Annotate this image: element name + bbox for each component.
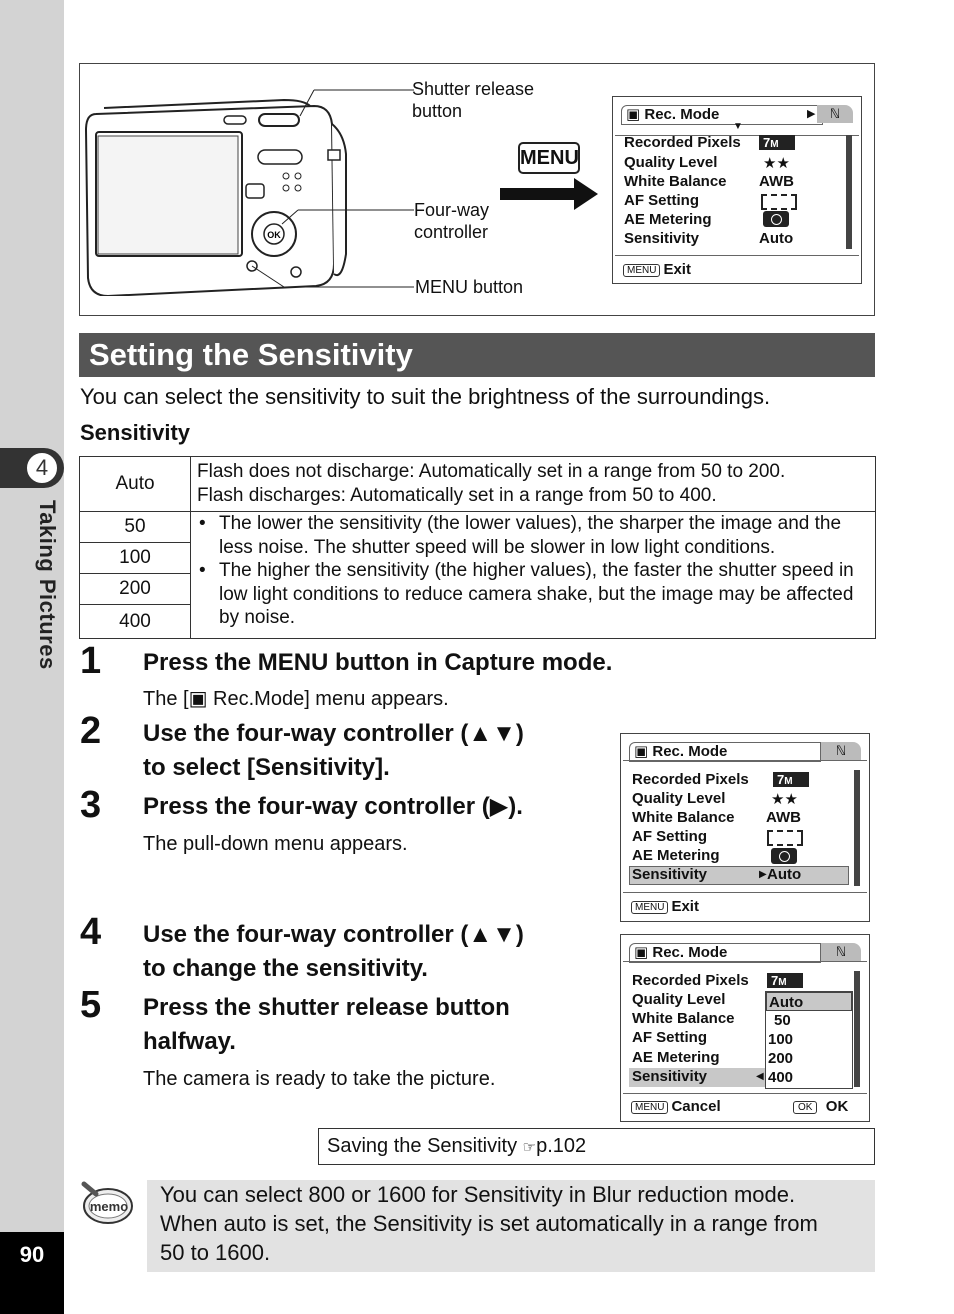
table-cell [80,543,191,574]
metering-icon [771,848,797,864]
camera-illustration [84,84,414,296]
menu-row-ae-metering[interactable] [624,211,712,228]
camera-icon: ▣ [634,743,649,760]
menu-screen-2 [620,733,870,922]
settings-tab-icon: ℕ [821,742,861,760]
step-number: 4 [80,911,102,953]
step-number: 2 [80,710,102,752]
table-cell [80,512,191,543]
step-number: 3 [80,784,102,826]
camera-icon: ▣ [626,106,641,123]
af-frame-icon [767,830,803,846]
menu-row-af-setting[interactable] [632,1029,707,1046]
step-text: Press the four-way controller (▶). [143,793,523,820]
settings-tab-icon: ℕ [817,105,853,123]
menu-row-quality-level[interactable] [632,790,725,807]
row-label: White Balance [632,1010,735,1027]
menu-row-white-balance[interactable] [624,173,727,190]
row-label: Recorded Pixels [624,134,741,151]
menu-screen-1 [612,96,862,284]
sensitivity-value: Auto [759,230,794,247]
option-label: Auto [769,994,804,1011]
step-line: Press the shutter release button [143,994,510,1021]
settings-tab-icon: ℕ [821,943,861,961]
memo-line: When auto is set, the Sensitivity is set automatically in a range from [160,1211,818,1236]
row-label: Recorded Pixels [632,771,749,788]
table-row [80,457,876,512]
callout-line: Four-way [414,200,490,220]
tab-down-arrow-icon: ▼ [733,121,743,132]
step-line: Use the four-way controller (▲▼) [143,720,524,747]
pulldown-option[interactable] [766,1068,852,1087]
menu-button-callout: MENU button [415,277,524,297]
menu-row-af-setting[interactable] [632,828,707,845]
step-line: to change the sensitivity. [143,955,428,982]
screen-frame [623,760,867,761]
badge-letter: M [784,776,793,787]
ok-label: OK [825,1098,849,1115]
pointing-hand-icon: ☞ [522,1139,537,1156]
iso-value: 400 [119,610,151,632]
option-label: 200 [768,1050,794,1067]
cancel-label: Cancel [671,1098,721,1115]
row-label: AE Metering [632,1049,720,1066]
menu-key-icon: MENU [631,1101,668,1114]
menu-row-af-setting[interactable] [624,192,699,209]
row-label: AE Metering [632,847,720,864]
scrollbar[interactable] [854,770,860,886]
quality-value: ★★ [763,155,790,172]
pulldown-option-selected[interactable] [766,992,852,1011]
ok-hint[interactable] [793,1098,848,1115]
screen-divider [615,255,859,256]
table-cell [80,574,191,605]
table-cell [80,605,191,639]
badge-letter: M [778,977,787,988]
step-text [143,918,524,986]
step-line: Use the four-way controller (▲▼) [143,921,524,948]
step-subtext: The pull-down menu appears. [143,833,408,855]
option-label: 50 [774,1012,791,1029]
table-cell [191,457,876,512]
sensitivity-table [79,456,876,639]
row-label: AF Setting [632,828,707,845]
bullet-text: The higher the sensitivity (the higher values), the faster the shutter speed in low light conditions to reduce camera shake, but the image may be affected by noise. [219,560,854,629]
menu-key-icon: MENU [518,142,580,174]
step-subtext-part: Rec.Mode] menu appears. [207,688,449,710]
row-label: AE Metering [624,211,712,228]
tab-label: Rec. Mode [652,743,728,760]
callout-line: controller [414,222,489,242]
pulldown-option[interactable] [766,1011,852,1030]
row-label: Quality Level [632,790,726,807]
step-text [143,717,524,785]
tab-label: Rec. Mode [644,106,720,123]
sensitivity-value: Auto [767,866,802,883]
bullet-text: The lower the sensitivity (the lower values), the sharper the image and the less noise. The shutter speed will be slower in low light conditions. [219,513,842,558]
bullet-item: • The lower the sensitivity (the lower values), the sharper the image and the less noise. The shutter speed will be slower in low light conditions. [199,512,867,559]
memo-line: You can select 800 or 1600 for Sensitivity in Blur reduction mode. [160,1182,796,1207]
rec-mode-tab [621,105,823,125]
menu-key-icon: MENU [631,901,668,914]
callout-line: Shutter release [412,79,535,99]
auto-description: Flash discharges: Automatically set in a range from 50 to 400. [197,485,717,506]
row-label: White Balance [624,173,727,190]
exit-label: Exit [663,261,691,278]
option-label: 100 [768,1031,794,1048]
rec-mode-tab [629,742,821,762]
chapter-title: Taking Pictures [35,500,60,670]
shutter-release-callout [412,78,534,122]
menu-row-ae-metering[interactable] [632,1049,720,1066]
ok-key-icon: OK [793,1101,817,1114]
memo-text [160,1180,870,1267]
row-label: AF Setting [632,1029,707,1046]
callout-line: button [412,101,463,121]
step-subtext [143,686,449,712]
pulldown-option[interactable] [766,1049,852,1068]
bullet-item: • The higher the sensitivity (the higher values), the faster the shutter speed in low light conditions to reduce camera shake, but the image may be affected by noise. [199,559,867,630]
menu-row-quality-level[interactable] [624,154,717,171]
exit-label: Exit [671,898,699,915]
reference-page-link[interactable]: p.102 [536,1135,587,1157]
row-label: AF Setting [624,192,699,209]
reference-box [318,1128,875,1165]
badge-number: 7 [763,135,771,150]
step-number: 1 [80,640,102,682]
screen-frame [623,961,867,962]
row-label: Sensitivity [632,1068,708,1085]
svg-text:OK: OK [267,230,281,240]
step-text: Press the MENU button in Capture mode. [143,649,613,676]
row-label: Sensitivity [632,866,708,883]
cancel-hint[interactable] [631,1098,721,1115]
iso-value: 50 [124,516,146,537]
screen-divider [623,1093,867,1094]
camera-icon: ▣ [188,688,208,710]
sensitivity-pulldown[interactable] [765,991,853,1089]
row-label: White Balance [632,809,735,826]
step-text [143,991,510,1059]
auto-description: Flash does not discharge: Automatically set in a range from 50 to 200. [197,461,786,482]
table-heading: Sensitivity [80,420,191,445]
step-subtext-part: The [ [143,688,189,710]
iso-value: 200 [119,578,151,599]
tab-right-arrow-icon: ▶ [807,108,816,120]
step-number: 5 [80,984,102,1026]
row-label: Quality Level [632,991,726,1008]
badge-letter: M [770,139,779,150]
memo-line: 50 to 1600. [160,1240,271,1265]
menu-row-sensitivity[interactable] [632,866,707,883]
row-label: Sensitivity [624,230,700,247]
chapter-number: 4 [25,451,59,485]
page-number: 90 [19,1242,45,1267]
menu-row-quality-level[interactable] [632,991,725,1008]
menu-row-sensitivity[interactable] [624,230,699,247]
reference-text: Saving the Sensitivity [327,1135,523,1157]
table-cell [80,457,191,512]
af-frame-icon [761,194,797,210]
memo-icon-label: memo [89,1199,129,1214]
table-cell [191,512,876,639]
pixels-badge [767,973,803,988]
auto-label: Auto [115,473,155,494]
option-label: 400 [768,1069,794,1086]
triangle-left-icon: ◀ [756,1071,764,1082]
triangle-right-icon: ▶ [759,869,767,880]
badge-number: 7 [771,973,779,988]
menu-row-sensitivity[interactable] [632,1068,707,1085]
camera-icon: ▣ [634,944,649,961]
arrow-right-icon [500,178,600,210]
menu-row-recorded-pixels[interactable] [624,134,741,151]
metering-icon [763,211,789,227]
pulldown-option[interactable] [766,1030,852,1049]
white-balance-value: AWB [766,809,801,826]
menu-row-recorded-pixels[interactable] [632,972,749,989]
row-label: Recorded Pixels [632,972,749,989]
tab-label: Rec. Mode [652,944,728,961]
menu-screen-3 [620,934,870,1122]
iso-value: 100 [119,547,151,568]
intro-text: You can select the sensitivity to suit the brightness of the surroundings. [80,384,771,409]
screen-divider [623,892,867,893]
quality-value: ★★ [771,791,798,808]
menu-row-ae-metering[interactable] [632,847,720,864]
menu-row-white-balance[interactable] [632,1010,735,1027]
pixels-badge [773,772,809,787]
scrollbar[interactable] [846,135,852,249]
pixels-badge [759,135,795,150]
white-balance-value: AWB [759,173,794,190]
step-subtext: The camera is ready to take the picture. [143,1068,496,1090]
row-label: Quality Level [624,154,718,171]
step-line: halfway. [143,1028,236,1055]
scrollbar[interactable] [854,971,860,1087]
table-row [80,512,876,543]
memo-icon [80,1180,134,1226]
menu-row-recorded-pixels[interactable] [632,771,749,788]
menu-row-white-balance[interactable] [632,809,735,826]
exit-hint[interactable] [631,898,699,915]
section-title: Setting the Sensitivity [89,337,413,372]
exit-hint[interactable] [623,261,691,278]
rec-mode-tab [629,943,821,963]
step-line: to select [Sensitivity]. [143,754,390,781]
badge-number: 7 [777,772,785,787]
four-way-callout [414,199,489,243]
menu-key-icon: MENU [623,264,660,277]
